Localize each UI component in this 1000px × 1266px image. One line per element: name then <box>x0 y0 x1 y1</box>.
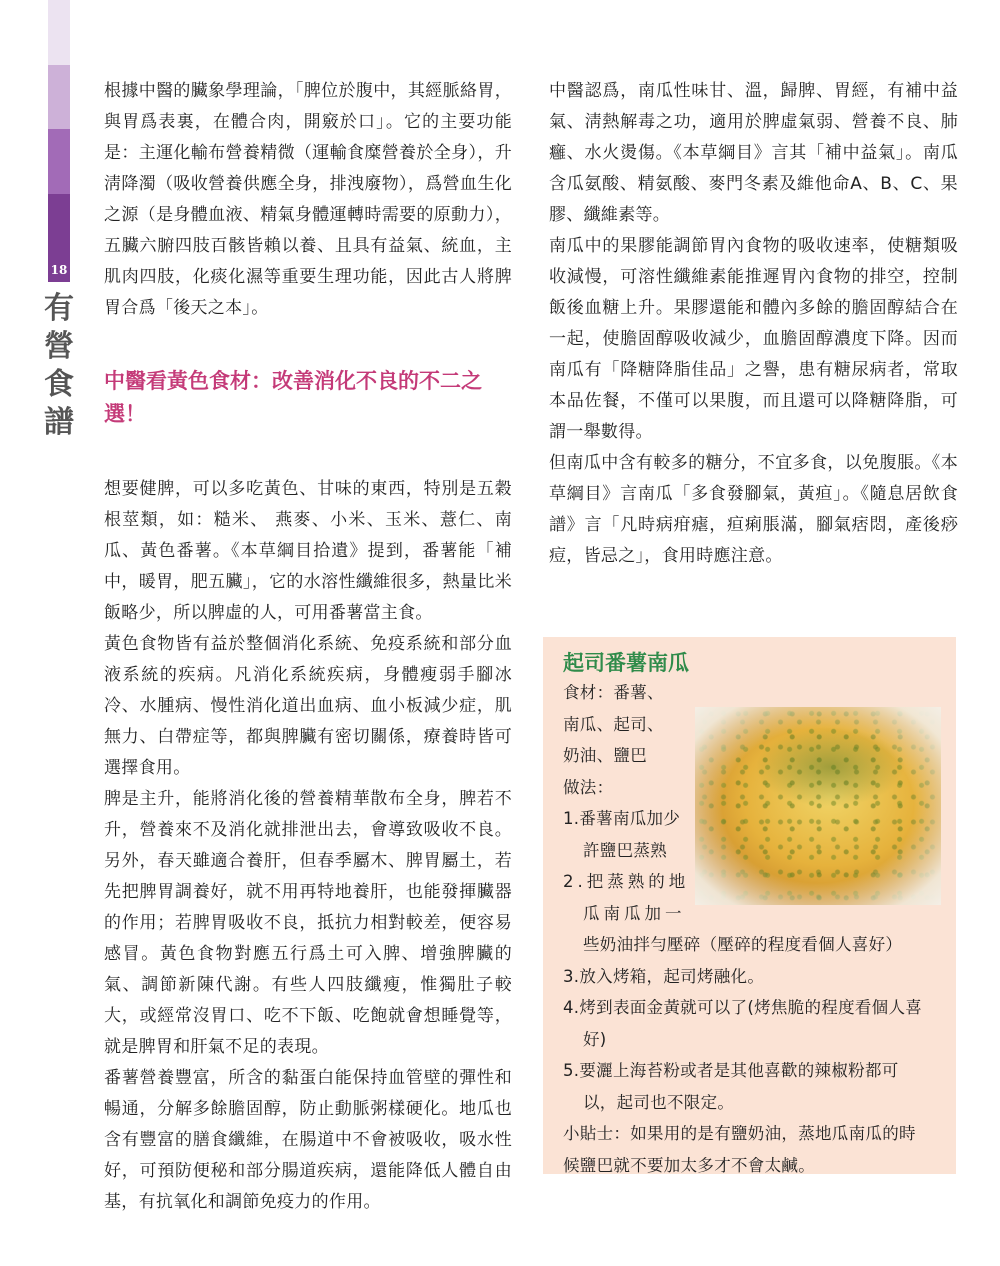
body-paragraph: 番薯營養豐富，所含的黏蛋白能保持血管壁的彈性和暢通，分解多餘膽固醇，防止動脈粥樣硬化。地瓜也含有豐富的膳食纖維，在腸道中不會被吸收，吸水性好，可預防便秘和部分腸道疾病，還能降低人體自由基，有抗氧化和調節免疫力的作用。 <box>104 1068 512 1212</box>
body-paragraph: 脾是主升，能將消化後的營養精華散布全身，脾若不升，營養來不及消化就排泄出去，會導致吸收不良。另外，春天雖適合養肝，但春季屬木、脾胃屬土，若先把脾胃調養好，就不用再特地養肝，也能發揮臟器的作用；若脾胃吸收不良，抵抗力相對較差，便容易感冒。黃色食物對應五行爲土可入脾、增強脾臟的氣、調節新陳代謝。有些人四肢纖瘦，惟獨肚子較大，或經常沒胃口、吃不下飯、吃飽就會想睡覺等，就是脾胃和肝氣不足的表現。 <box>104 789 512 1057</box>
recipe-line: 5.要灑上海苔粉或者是其他喜歡的辣椒粉都可 <box>563 1061 899 1080</box>
recipe-line: 好) <box>583 1029 607 1049</box>
book-title-char: 營 <box>44 329 74 364</box>
recipe-line: 候鹽巴就不要加太多才不會太鹹。 <box>563 1155 815 1175</box>
recipe-line: 2.把蒸熟的地 <box>563 872 690 891</box>
recipe-line: 4.烤到表面金黃就可以了(烤焦脆的程度看個人喜 <box>563 998 923 1017</box>
recipe-line: 1.番薯南瓜加少 <box>563 809 681 828</box>
recipe-line: 以，起司也不限定。 <box>583 1092 735 1112</box>
right-column <box>549 76 958 572</box>
strip-segment <box>48 194 70 259</box>
recipe-line: 食材：番薯、 <box>563 683 664 702</box>
recipe-line: 許鹽巴蒸熟 <box>583 840 667 860</box>
strip-segment <box>48 0 70 65</box>
recipe-text <box>563 677 948 1181</box>
recipe-line: 3.放入烤箱，起司烤融化。 <box>563 966 765 986</box>
strip-segment <box>48 65 70 130</box>
section-heading: 中醫看黃色食材：改善消化不良的不二之選！ <box>104 368 482 426</box>
recipe-line: 奶油、鹽巴 <box>563 746 647 765</box>
recipe-line: 做法： <box>563 777 614 797</box>
page-number: 18 <box>48 258 70 282</box>
body-paragraph: 黃色食物皆有益於整個消化系統、免疫系統和部分血液系統的疾病。凡消化系統疾病，身體瘦弱手腳冰冷、水腫病、慢性消化道出血病、血小板減少症，肌無力、白帶症等，都與脾臟有密切關係，療養時皆可選擇食用。 <box>104 634 512 778</box>
book-title-char: 譜 <box>44 405 74 440</box>
strip-segment <box>48 129 70 194</box>
book-title-char: 有 <box>44 291 74 326</box>
body-paragraph: 想要健脾，可以多吃黃色、甘味的東西，特別是五穀根莖類，如：糙米、 燕麥、小米、玉米、薏仁、南瓜、黃色番薯。《本草綱目拾遺》提到，番薯能「補中，暖胃，肥五臟」，它的水溶性纖維很多，熱量比米飯略少，所以脾虛的人，可用番薯當主食。 <box>104 479 512 623</box>
left-column <box>104 76 512 1218</box>
body-paragraph: 但南瓜中含有較多的糖分，不宜多食，以免腹脹。《本草綱目》言南瓜「多食發腳氣，黃疸」。《隨息居飲食譜》言「凡時病疳瘧，疸痢脹滿，腳氣痞悶，產後痧痘，皆忌之」，食用時應注意。 <box>549 453 958 566</box>
body-paragraph: 中醫認爲，南瓜性味甘、溫，歸脾、胃經，有補中益氣、淸熱解毒之功，適用於脾虛氣弱、營養不良、肺癰、水火燙傷。《本草綱目》言其「補中益氣」。南瓜含瓜氨酸、精氨酸、麥門冬素及維他命A、B、C、果膠、纖維素等。 <box>549 81 958 225</box>
sidebar-color-strip <box>48 0 70 258</box>
body-paragraph: 南瓜中的果膠能調節胃內食物的吸收速率，使糖類吸收減慢，可溶性纖維素能推遲胃內食物的排空，控制飯後血糖上升。果膠還能和體內多餘的膽固醇結合在一起，使膽固醇吸收減少，血膽固醇濃度下降。因而南瓜有「降糖降脂佳品」之譽，患有糖尿病者，常取本品佐餐，不僅可以果腹，而且還可以降糖降脂，可謂一舉數得。 <box>549 236 958 442</box>
recipe-line: 些奶油拌勻壓碎（壓碎的程度看個人喜好） <box>583 935 903 954</box>
recipe-line: 小貼士：如果用的是有鹽奶油，蒸地瓜南瓜的時 <box>563 1124 916 1143</box>
book-title-vertical <box>42 290 76 442</box>
recipe-line: 南瓜、起司、 <box>563 714 664 734</box>
intro-paragraph: 根據中醫的臟象學理論，「脾位於腹中，其經脈絡胃，與胃爲表裏，在體合肉，開竅於口」。它的主要功能是：主運化輸布營養精微（運輸食糜營養於全身），升淸降濁（吸收營養供應全身，排洩廢物），爲營血生化之源（是身體血液、精氣身體運轉時需要的原動力），五臟六腑四肢百骸皆賴以養、且具有益氣、統血，主肌肉四肢，化痰化濕等重要生理功能，因此古人將脾胃合爲「後天之本」。 <box>104 81 512 318</box>
book-title-char: 食 <box>44 367 74 402</box>
recipe-title: 起司番薯南瓜 <box>563 650 689 675</box>
recipe-box <box>543 637 956 1174</box>
recipe-line: 瓜南瓜加一 <box>583 903 686 923</box>
